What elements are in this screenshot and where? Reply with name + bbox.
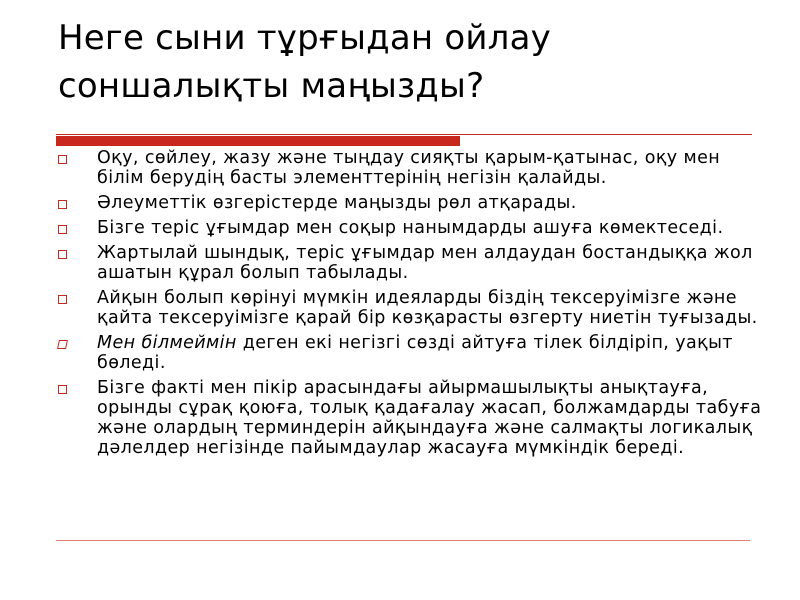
bullet-text: Бізге факті мен пікір арасындағы айырмашылықты анықтауға, орынды сұрақ қоюға, толық қадағалау жасап, болжамдарды табуға және олардың терминдерін айқындауға және салмақты логикалық дәлелдер негізінде пайымдаулар жасауға мүмкіндік береді. xyxy=(97,378,762,458)
bullet-item-4 xyxy=(56,243,772,283)
square-bullet-icon xyxy=(58,295,67,304)
square-bullet-icon xyxy=(58,200,67,209)
square-bullet-icon xyxy=(57,340,68,349)
bullet-item-3 xyxy=(56,218,772,238)
bullet-text: Бізге теріс ұғымдар мен соқыр нанымдарды ашуға көмектеседі. xyxy=(97,218,724,238)
slide-title: Неге сыни тұрғыдан ойлау соншалықты маңызды? xyxy=(58,18,551,106)
bullet-item-6 xyxy=(56,333,772,373)
title-divider-thin xyxy=(56,134,752,135)
bullet-text: Айқын болып көрінуі мүмкін идеяларды біздің тексеруімізге және қайта тексеруімізге қарай бір көзқарасты өзгерту ниетін туғызады. xyxy=(97,288,758,328)
bullet-text-rest: деген екі негізгі сөзді айтуға тілек білдіріп, уақыт бөледі. xyxy=(97,333,733,373)
square-bullet-icon xyxy=(58,155,67,164)
footer-divider xyxy=(56,540,750,541)
bullet-text: Оқу, сөйлеу, жазу және тыңдау сияқты қарым-қатынас, оқу мен білім берудің басты элементтерінің негізін қалайды. xyxy=(97,148,721,188)
bullet-text: Әлеуметтік өзгерістерде маңызды рөл атқарады. xyxy=(97,193,577,213)
square-bullet-icon xyxy=(58,225,67,234)
bullet-italic-phrase: Мен білмеймін xyxy=(97,333,237,353)
bullet-text: Жартылай шындық, теріс ұғымдар мен алдаудан бостандыққа жол ашатын құрал болып табылады. xyxy=(97,243,753,283)
bullet-item-7 xyxy=(56,378,772,458)
square-bullet-icon xyxy=(58,385,67,394)
bullet-item-5 xyxy=(56,288,772,328)
bullet-item-2 xyxy=(56,193,772,213)
bullet-item-1 xyxy=(56,148,772,188)
bullet-text xyxy=(97,333,772,373)
bullet-list xyxy=(56,148,772,463)
square-bullet-icon xyxy=(58,250,67,259)
title-divider-accent xyxy=(56,136,460,146)
